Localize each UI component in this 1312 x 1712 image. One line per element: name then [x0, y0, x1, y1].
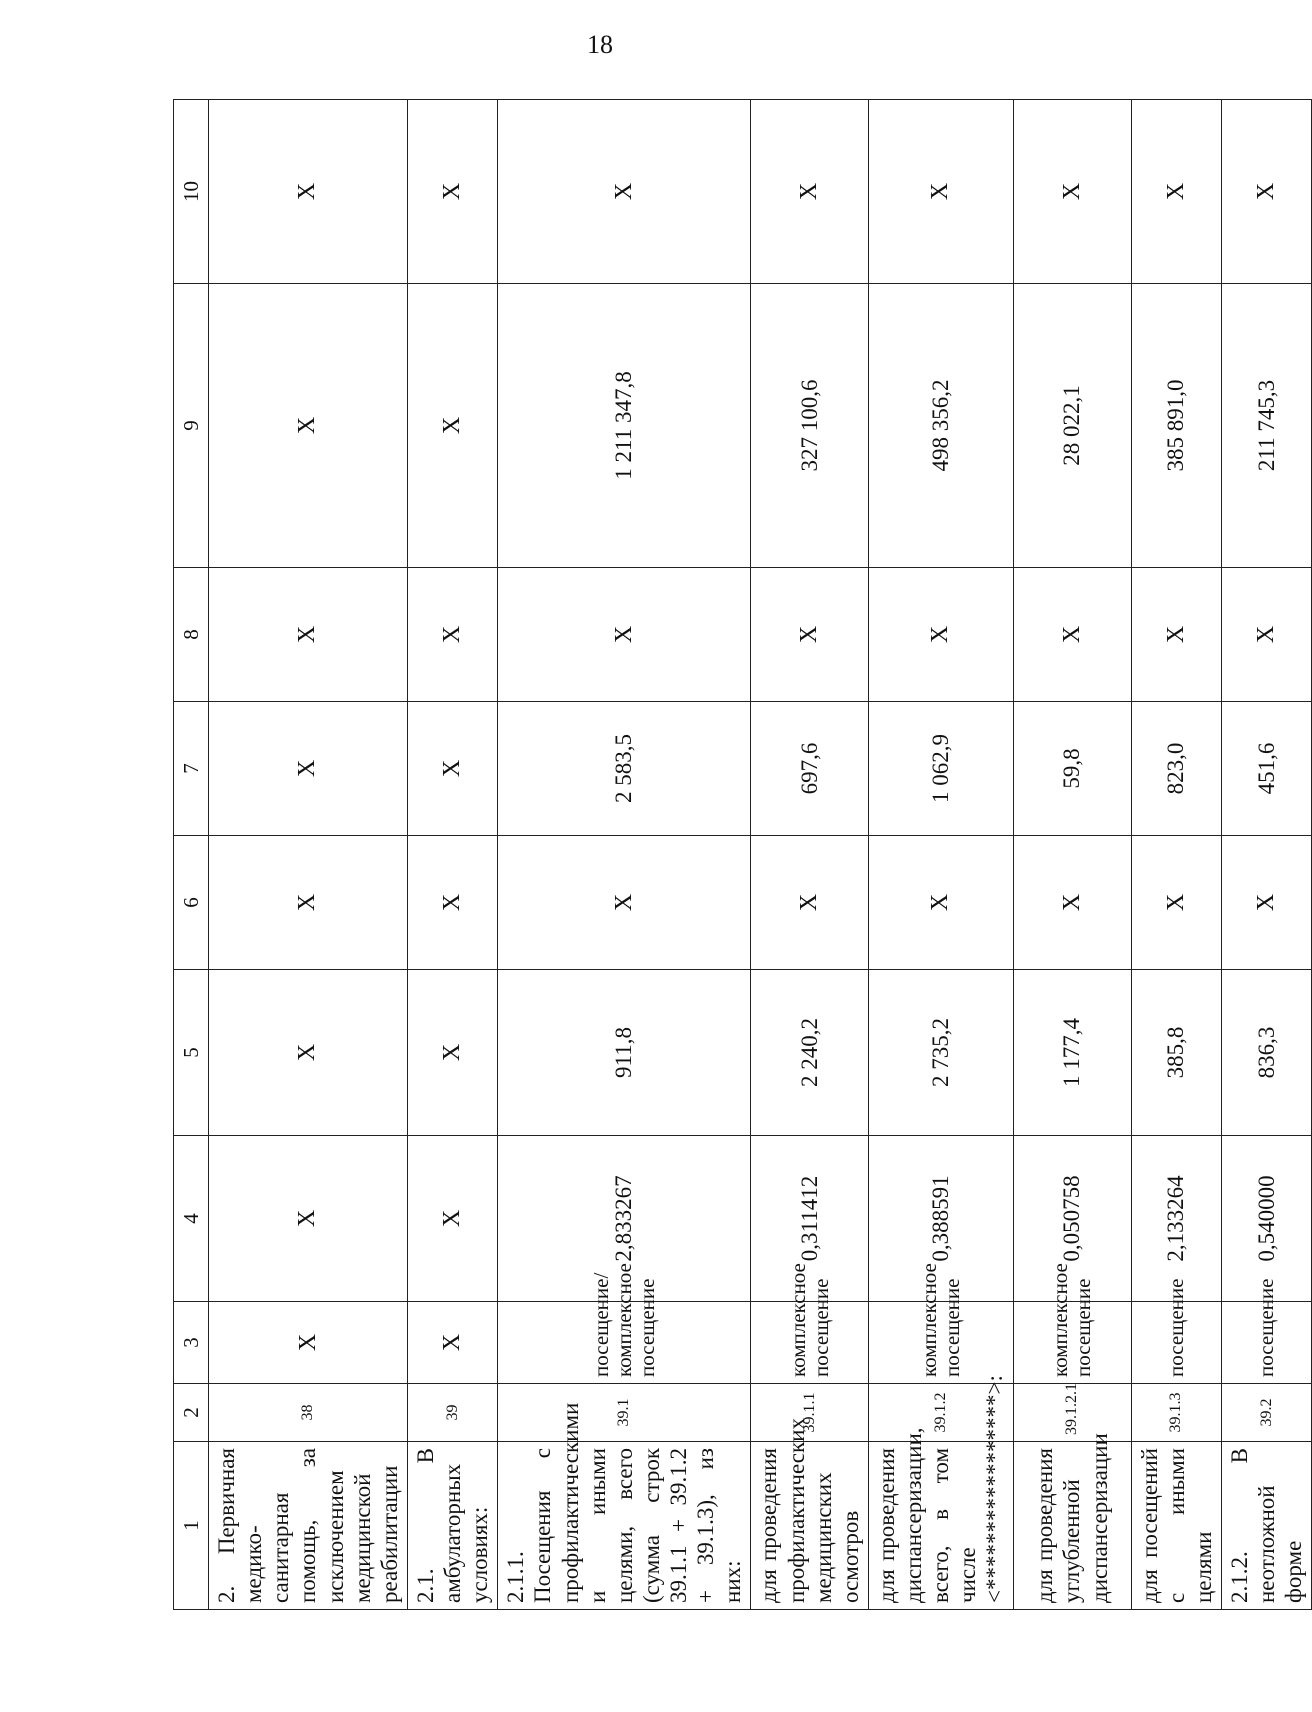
cell-c6: X — [751, 836, 869, 970]
col-header-5: 5 — [174, 970, 209, 1136]
table-row — [868, 100, 1013, 1610]
cell-c7: 1 062,9 — [868, 702, 1013, 836]
table-row — [407, 100, 497, 1610]
row-name: для проведения диспансеризации, всего, в том числе <*****************>: — [868, 1442, 1013, 1610]
cell-c6: X — [407, 836, 497, 970]
cell-c9: 211 745,3 — [1221, 284, 1311, 568]
rotated-table-container — [173, 100, 1307, 1610]
cell-c4: 0,388591 — [868, 1136, 1013, 1302]
cell-c5: 911,8 — [498, 970, 751, 1136]
col-header-9: 9 — [174, 284, 209, 568]
row-code: 38 — [209, 1384, 408, 1442]
cell-c8: X — [868, 568, 1013, 702]
row-name: для проведения профилактических медицинских осмотров — [751, 1442, 869, 1610]
row-unit: комплексное посещение — [1013, 1302, 1131, 1384]
cell-c10: X — [751, 100, 869, 284]
table-row — [498, 100, 751, 1610]
cell-c7: 2 583,5 — [498, 702, 751, 836]
cell-c9: 385 891,0 — [1131, 284, 1221, 568]
cell-c9: 28 022,1 — [1013, 284, 1131, 568]
cell-c5: X — [407, 970, 497, 1136]
page-number: 18 — [587, 30, 613, 59]
col-header-3: 3 — [174, 1302, 209, 1384]
cell-c9: X — [407, 284, 497, 568]
cell-c7: 59,8 — [1013, 702, 1131, 836]
row-code: 39.1.2 — [868, 1384, 1013, 1442]
cell-c5: 2 240,2 — [751, 970, 869, 1136]
cell-c5: 2 735,2 — [868, 970, 1013, 1136]
col-header-1: 1 — [174, 1442, 209, 1610]
cell-c5: 836,3 — [1221, 970, 1311, 1136]
cell-c6: X — [209, 836, 408, 970]
cell-c8: X — [1131, 568, 1221, 702]
col-header-8: 8 — [174, 568, 209, 702]
row-unit: комплексное посещение — [868, 1302, 1013, 1384]
cell-c5: 385,8 — [1131, 970, 1221, 1136]
row-code: 39 — [407, 1384, 497, 1442]
table-row — [1013, 100, 1131, 1610]
cell-c10: X — [1131, 100, 1221, 284]
cell-c8: X — [751, 568, 869, 702]
cell-c7: 451,6 — [1221, 702, 1311, 836]
row-unit: посещение/ комплексное посещение — [498, 1302, 751, 1384]
cell-c7: X — [407, 702, 497, 836]
cell-c9: 498 356,2 — [868, 284, 1013, 568]
cell-c9: 327 100,6 — [751, 284, 869, 568]
row-code: 39.1 — [498, 1384, 751, 1442]
cell-c4: 0,540000 — [1221, 1136, 1311, 1302]
cell-c6: X — [868, 836, 1013, 970]
row-name: 2.1.2. В неотложной форме — [1221, 1442, 1311, 1610]
cell-c4: 2,833267 — [498, 1136, 751, 1302]
table-row — [1131, 100, 1221, 1610]
cell-c6: X — [1221, 836, 1311, 970]
row-name: для проведения углубленной диспансеризации — [1013, 1442, 1131, 1610]
cell-c10: X — [1221, 100, 1311, 284]
cell-c9: X — [209, 284, 408, 568]
col-header-2: 2 — [174, 1384, 209, 1442]
cell-c5: X — [209, 970, 408, 1136]
cell-c8: X — [209, 568, 408, 702]
cell-c5: 1 177,4 — [1013, 970, 1131, 1136]
table-row — [751, 100, 869, 1610]
cell-c10: X — [1013, 100, 1131, 284]
cell-c10: X — [868, 100, 1013, 284]
col-header-6: 6 — [174, 836, 209, 970]
row-code: 39.2 — [1221, 1384, 1311, 1442]
cell-c8: X — [1221, 568, 1311, 702]
cell-c7: 697,6 — [751, 702, 869, 836]
row-unit: X — [407, 1302, 497, 1384]
tariff-table — [173, 99, 1312, 1610]
row-code: 39.1.2.1 — [1013, 1384, 1131, 1442]
row-name: для посещений с иными целями — [1131, 1442, 1221, 1610]
row-name: 2.1. В амбулаторных условиях: — [407, 1442, 497, 1610]
col-header-7: 7 — [174, 702, 209, 836]
cell-c10: X — [498, 100, 751, 284]
cell-c4: X — [209, 1136, 408, 1302]
row-name: 2.1.1. Посещения с профилактическими и иными целями, всего (сумма строк 39.1.1 + 39.1.2 + 39.1.3), из них: — [498, 1442, 751, 1610]
cell-c9: 1 211 347,8 — [498, 284, 751, 568]
table-row — [1221, 100, 1311, 1610]
col-header-4: 4 — [174, 1136, 209, 1302]
cell-c4: X — [407, 1136, 497, 1302]
row-code: 39.1.1 — [751, 1384, 869, 1442]
table-row — [209, 100, 408, 1610]
row-unit: комплексное посещение — [751, 1302, 869, 1384]
cell-c7: X — [209, 702, 408, 836]
cell-c8: X — [407, 568, 497, 702]
row-code: 39.1.3 — [1131, 1384, 1221, 1442]
row-unit: посещение — [1221, 1302, 1311, 1384]
cell-c6: X — [1131, 836, 1221, 970]
cell-c4: 0,050758 — [1013, 1136, 1131, 1302]
cell-c8: X — [1013, 568, 1131, 702]
cell-c8: X — [498, 568, 751, 702]
cell-c7: 823,0 — [1131, 702, 1221, 836]
cell-c4: 0,311412 — [751, 1136, 869, 1302]
cell-c4: 2,133264 — [1131, 1136, 1221, 1302]
row-name: 2. Первичная медико-санитарная помощь, за исключением медицинской реабилитации — [209, 1442, 408, 1610]
cell-c10: X — [407, 100, 497, 284]
row-unit: посещение — [1131, 1302, 1221, 1384]
col-header-10: 10 — [174, 100, 209, 284]
cell-c6: X — [1013, 836, 1131, 970]
header-row — [174, 100, 209, 1610]
cell-c6: X — [498, 836, 751, 970]
cell-c10: X — [209, 100, 408, 284]
row-unit: X — [209, 1302, 408, 1384]
